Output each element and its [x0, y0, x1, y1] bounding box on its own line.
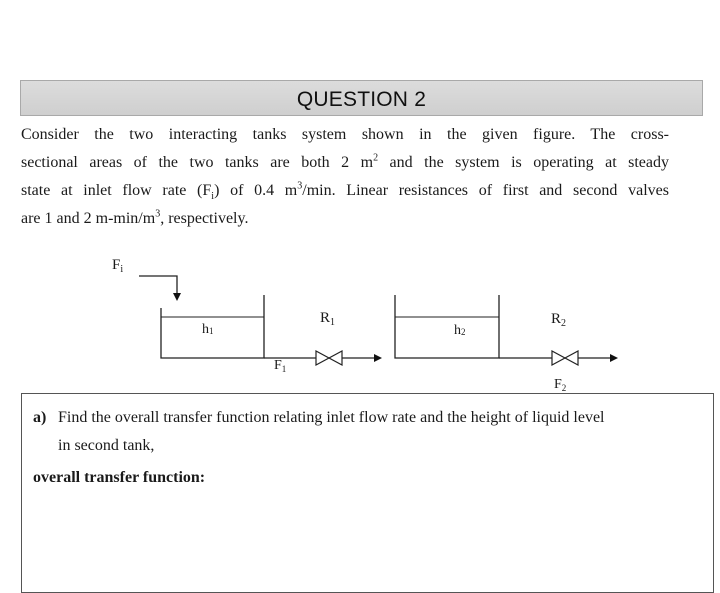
answer-box[interactable] — [21, 393, 714, 593]
flow-2-arrow-icon — [610, 354, 618, 362]
interacting-tanks-diagram — [0, 250, 720, 395]
flow-1-label: $F_1$ — [274, 358, 287, 374]
part-a-text-cont: in second tank, — [58, 437, 155, 454]
tank-1-height-label: h1 — [202, 322, 214, 337]
problem-line: state at inlet flow rate $(F_i)$ of 0.4 $m^3/\min$. Linear resistances of first and second valves — [21, 180, 669, 203]
question-title: QUESTION 2 — [296, 88, 427, 111]
flow-2-label: $F_2$ — [554, 377, 567, 393]
problem-line: Consider the two interacting tanks system shown in the given figure. The cross- — [21, 126, 669, 143]
inlet-pipe — [139, 276, 177, 293]
inlet-flow-label: $F_i$ — [112, 257, 124, 275]
valve-1-icon — [316, 351, 342, 365]
problem-line: sectional areas of the two tanks are both 2 $m^2$ and the system is operating at steady — [21, 152, 670, 171]
tank-2-height-label: h2 — [454, 323, 466, 338]
question-header — [20, 80, 703, 116]
tank-2 — [395, 295, 499, 358]
part-a-text: Find the overall transfer function relating inlet flow rate and the height of liquid level — [58, 409, 605, 426]
part-a-marker: a) — [33, 409, 47, 426]
flow-1-arrow-icon — [374, 354, 382, 362]
problem-statement — [21, 121, 669, 233]
valve-2-icon — [552, 351, 578, 365]
valve-1-label: $R_1$ — [320, 310, 336, 328]
inlet-arrow-icon — [173, 293, 181, 301]
part-a-question — [33, 404, 709, 460]
valve-2-label: $R_2$ — [551, 311, 567, 329]
transfer-function-label: overall transfer function: — [33, 469, 206, 486]
problem-line: are 1 and 2 $m-\min/m^3$, respectively. — [21, 208, 249, 227]
